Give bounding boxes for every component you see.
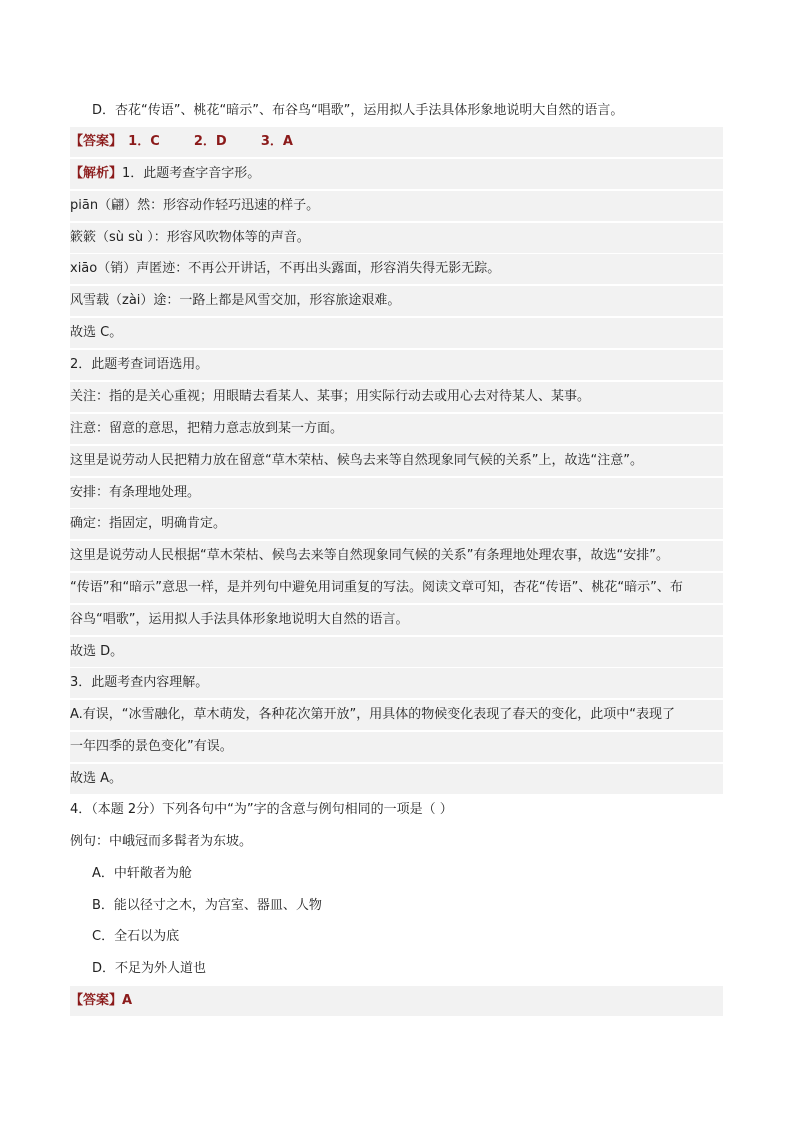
analysis-line-text: 注意：留意的意思，把精力意志放到某一方面。 (70, 421, 344, 436)
analysis-line-text: 谷鸟“唱歌”，运用拟人手法具体形象地说明大自然的语言。 (70, 612, 409, 627)
analysis-line-text: 一年四季的景色变化”有误。 (70, 739, 233, 754)
analysis-line (70, 223, 723, 253)
analysis-line-text: 这里是说劳动人民根据“草木荣枯、候鸟去来等自然现象同气候的关系”有条理地处理农事，故选“安排”。 (70, 548, 669, 563)
q4-stem-text: 4．（本题 2分）下列各句中“为”字的含意与例句相同的一项是（ ） (70, 802, 453, 817)
analysis-line-text: 风雪载（zài）途：一路上都是风雪交加，形容旅途艰难。 (70, 293, 401, 308)
analysis-line-text: 簌簌（sù sù ）：形容风吹物体等的声音。 (70, 230, 310, 245)
analysis-line-text: 故选 A。 (70, 771, 123, 786)
q4-option-text: D．不足为外人道也 (92, 961, 207, 976)
answer-block (70, 127, 723, 157)
analysis-line (70, 318, 723, 348)
analysis-line (70, 573, 723, 603)
analysis-line (70, 254, 723, 284)
analysis-line-text: A.有误，“冰雪融化，草木萌发，各种花次第开放”，用具体的物候变化表现了春天的变化，此项中“表现了 (70, 707, 676, 722)
analysis-line (70, 286, 723, 316)
analysis-line-text: xiāo（销）声匿迹：不再公开讲话，不再出头露面，形容消失得无影无踪。 (70, 261, 501, 276)
analysis-label: 【解析】 (70, 166, 123, 181)
answer-item: 1．C (128, 134, 160, 149)
analysis-line (70, 191, 723, 221)
analysis-line-text: 关注：指的是关心重视；用眼睛去看某人、某事；用实际行动去或用心去对待某人、某事。 (70, 389, 591, 404)
answer-item: 3．A (260, 134, 293, 149)
q4-option-d[interactable] (70, 954, 723, 984)
analysis-line-text: 确定：指固定，明确肯定。 (70, 516, 227, 531)
q4-answer (70, 986, 723, 1016)
analysis-line-text: 安排：有条理地处理。 (70, 485, 201, 500)
analysis-line (70, 478, 723, 508)
analysis-line (70, 605, 723, 635)
q4-example (70, 827, 723, 857)
q4-stem (70, 795, 723, 825)
q3-option-d (70, 96, 723, 126)
analysis-line-text: “传语”和“暗示”意思一样，是并列句中避免用词重复的写法。阅读文章可知，杏花“传语”、桃花“暗示”、布 (70, 580, 683, 595)
analysis-line-text: 这里是说劳动人民把精力放在留意“草木荣枯、候鸟去来等自然现象同气候的关系”上，故选“注意”。 (70, 453, 643, 468)
analysis-line (70, 350, 723, 380)
answer-label: 【答案】 (70, 134, 123, 149)
analysis-line-text: 故选 C。 (70, 325, 123, 340)
q4-example-text: 例句：中峨冠而多髯者为东坡。 (70, 834, 253, 849)
q4-option-c[interactable] (70, 922, 723, 952)
analysis-line (70, 732, 723, 762)
q3-option-d-text: D．杏花“传语”、桃花“暗示”、布谷鸟“唱歌”，运用拟人手法具体形象地说明大自然的语言。 (92, 103, 624, 118)
q4-option-a[interactable] (70, 859, 723, 889)
analysis-line (70, 446, 723, 476)
q4-option-b[interactable] (70, 891, 723, 921)
q4-option-text: B．能以径寸之木，为宫室、器皿、人物 (92, 898, 322, 913)
answer-item: 2．D (193, 134, 227, 149)
analysis-line-text: 3．此题考查内容理解。 (70, 675, 209, 690)
analysis-line (70, 541, 723, 571)
analysis-line-text: 故选 D。 (70, 644, 124, 659)
analysis-line (70, 509, 723, 539)
analysis-intro: 1．此题考查字音字形。 (122, 166, 261, 181)
q4-answer-label: 【答案】 (70, 993, 123, 1008)
analysis-line (70, 382, 723, 412)
q4-option-text: A．中轩敞者为舱 (92, 866, 192, 881)
analysis-line (70, 414, 723, 444)
analysis-line (70, 764, 723, 794)
q4-answer-value: A (122, 993, 133, 1008)
analysis-line (70, 637, 723, 667)
analysis-line-text: 2．此题考查词语选用。 (70, 357, 209, 372)
q4-option-text: C．全石以为底 (92, 929, 180, 944)
analysis-line (70, 700, 723, 730)
analysis-line (70, 668, 723, 698)
analysis-header (70, 159, 723, 189)
analysis-line-text: piān（翩）然：形容动作轻巧迅速的样子。 (70, 198, 320, 213)
